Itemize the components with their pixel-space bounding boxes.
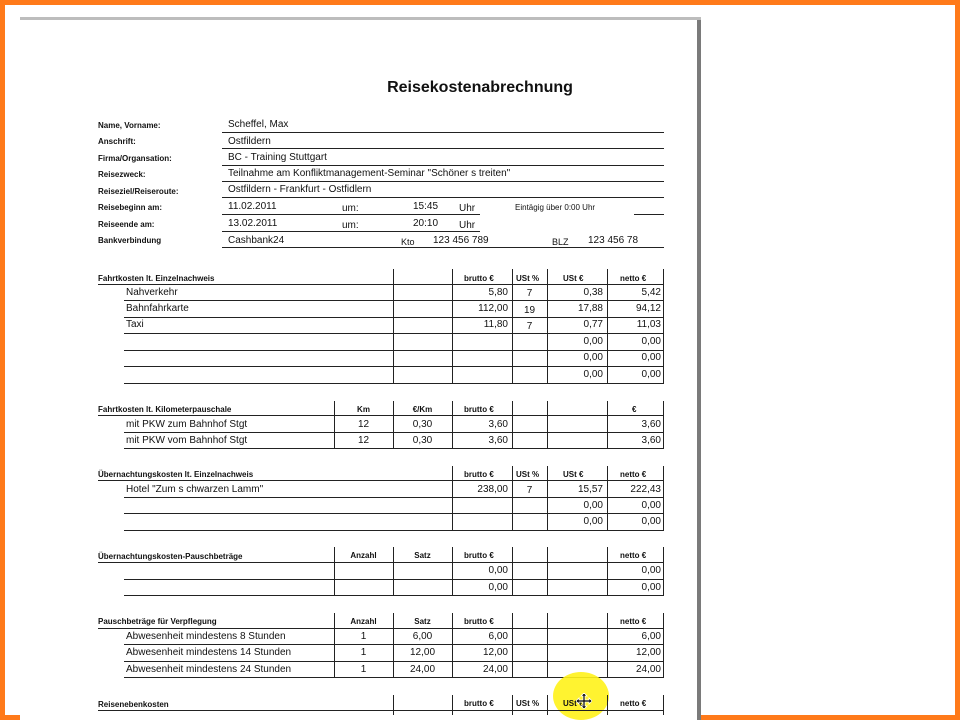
col-brutto: brutto €	[464, 470, 494, 479]
col-brutto: brutto €	[464, 551, 494, 560]
col-brutto: brutto €	[464, 699, 494, 708]
row-brutto: 11,80	[483, 319, 508, 330]
section-title: Reisenebenkosten	[98, 700, 169, 709]
row-brutto: 238,00	[477, 484, 508, 495]
row-ust: 0,00	[583, 369, 603, 380]
col-anzahl: Anzahl	[350, 551, 377, 560]
name-value: Scheffel, Max	[228, 119, 289, 130]
row-ust-pct: 7	[526, 485, 533, 496]
row-desc: Hotel "Zum s chwarzen Lamm"	[126, 484, 264, 495]
row-desc: Nahverkehr	[126, 287, 178, 298]
purpose-label: Reisezweck:	[98, 170, 146, 179]
end-date: 13.02.2011	[228, 218, 278, 229]
row-anzahl: 1	[360, 647, 367, 658]
row-desc: Bahnfahrkarte	[126, 303, 189, 314]
page-title: Reisekostenabrechnung	[387, 79, 573, 96]
row-brutto: 112,00	[478, 303, 508, 314]
row-brutto: 0,00	[488, 582, 508, 593]
row-satz: 12,00	[409, 647, 436, 658]
col-brutto: brutto €	[464, 617, 494, 626]
row-brutto: 6,00	[488, 631, 508, 642]
end-time: 20:10	[413, 218, 439, 229]
blz-value: 123 456 78	[588, 235, 639, 246]
bank-value: Cashbank24	[228, 235, 285, 246]
row-netto: 11,03	[636, 319, 661, 330]
col-eur: €	[632, 405, 637, 414]
bank-label: Bankverbindung	[98, 236, 162, 245]
row-ust-pct: 7	[526, 321, 533, 332]
row-satz: 6,00	[412, 631, 433, 642]
row-ust: 17,88	[577, 303, 603, 314]
name-label: Name, Vorname:	[98, 121, 161, 130]
col-satz: Satz	[414, 617, 431, 626]
col-ust: USt €	[563, 470, 584, 479]
row-netto: 24,00	[635, 664, 661, 675]
col-rate: €/Km	[412, 405, 433, 414]
end-label: Reiseende am:	[98, 220, 155, 229]
row-netto: 5,42	[641, 287, 661, 298]
section-title: Übernachtungskosten-Pauschbeträge	[98, 552, 243, 561]
row-desc: Abwesenheit mindestens 8 Stunden	[126, 631, 286, 642]
row-eur: 3,60	[641, 435, 661, 446]
row-netto: 12,00	[635, 647, 661, 658]
row-netto: 0,00	[641, 369, 661, 380]
kto-value: 123 456 789	[433, 235, 489, 246]
row-ust: 0,00	[583, 516, 603, 527]
col-brutto: brutto €	[464, 405, 494, 414]
row-desc: Abwesenheit mindestens 24 Stunden	[126, 664, 292, 675]
row-desc: Abwesenheit mindestens 14 Stunden	[126, 647, 292, 658]
col-ust-pct: USt %	[516, 699, 540, 708]
row-rate: 0,30	[412, 435, 433, 446]
row-netto: 0,00	[641, 352, 661, 363]
start-date: 11.02.2011	[228, 201, 277, 212]
col-netto: netto €	[620, 617, 647, 626]
row-ust: 0,00	[583, 500, 603, 511]
start-uhr: Uhr	[459, 203, 476, 214]
row-ust-pct: 19	[523, 305, 536, 316]
row-desc: Taxi	[126, 319, 144, 330]
start-label: Reisebeginn am:	[98, 203, 163, 212]
section-title: Übernachtungskosten lt. Einzelnachweis	[98, 470, 254, 479]
row-ust: 15,57	[577, 484, 603, 495]
row-brutto: 3,60	[488, 419, 508, 430]
row-desc: mit PKW zum Bahnhof Stgt	[126, 419, 248, 430]
col-netto: netto €	[620, 699, 647, 708]
row-brutto: 3,60	[488, 435, 508, 446]
row-desc: mit PKW vom Bahnhof Stgt	[126, 435, 248, 446]
section-title: Fahrtkosten lt. Einzelnachweis	[98, 274, 215, 283]
row-ust: 0,77	[583, 319, 603, 330]
company-value: BC - Training Stuttgart	[228, 152, 327, 163]
row-netto: 222,43	[630, 484, 661, 495]
col-netto: netto €	[620, 274, 647, 283]
section-title: Pauschbeträge für Verpflegung	[98, 617, 217, 626]
col-anzahl: Anzahl	[350, 617, 377, 626]
route-value: Ostfildern - Frankfurt - Ostfidlern	[228, 184, 372, 195]
end-um: um:	[342, 220, 359, 231]
company-label: Firma/Organsation:	[98, 154, 172, 163]
col-brutto: brutto €	[464, 274, 494, 283]
col-ust: USt €	[563, 699, 584, 708]
row-anzahl: 1	[360, 664, 367, 675]
row-ust: 0,00	[583, 352, 603, 363]
row-ust-pct: 7	[526, 288, 533, 299]
row-satz: 24,00	[409, 664, 436, 675]
start-um: um:	[342, 203, 359, 214]
row-km: 12	[357, 419, 370, 430]
multiday-note: Eintägig über 0:00 Uhr	[515, 203, 596, 212]
route-label: Reiseziel/Reiseroute:	[98, 187, 179, 196]
section-title: Fahrtkosten lt. Kilometerpauschale	[98, 405, 232, 414]
row-netto: 94,12	[635, 303, 661, 314]
row-brutto: 0,00	[488, 565, 508, 576]
col-ust: USt €	[563, 274, 584, 283]
col-satz: Satz	[414, 551, 431, 560]
address-value: Ostfildern	[228, 136, 271, 147]
row-brutto: 12,00	[482, 647, 508, 658]
col-ust-pct: USt %	[516, 274, 540, 283]
row-eur: 3,60	[641, 419, 661, 430]
page-shadow-right	[697, 20, 701, 720]
col-km: Km	[357, 405, 370, 414]
row-netto: 0,00	[641, 336, 661, 347]
row-anzahl: 1	[360, 631, 367, 642]
start-time: 15:45	[413, 201, 439, 212]
col-netto: netto €	[620, 551, 647, 560]
row-rate: 0,30	[412, 419, 433, 430]
move-cursor-icon	[576, 693, 592, 709]
purpose-value: Teilnahme am Konfliktmanagement-Seminar "Schöner s treiten"	[228, 168, 511, 179]
kto-label: Kto	[401, 237, 415, 247]
blz-label: BLZ	[552, 237, 569, 247]
row-netto: 0,00	[641, 500, 661, 511]
col-netto: netto €	[620, 470, 647, 479]
row-brutto: 5,80	[488, 287, 508, 298]
row-ust: 0,00	[583, 336, 603, 347]
row-netto: 6,00	[641, 631, 661, 642]
row-netto: 0,00	[641, 565, 661, 576]
row-netto: 0,00	[641, 582, 661, 593]
row-brutto: 24,00	[482, 664, 508, 675]
row-netto: 0,00	[641, 516, 661, 527]
end-uhr: Uhr	[459, 220, 476, 231]
row-ust: 0,38	[583, 287, 603, 298]
row-km: 12	[357, 435, 370, 446]
col-ust-pct: USt %	[516, 470, 540, 479]
address-label: Anschrift:	[98, 137, 136, 146]
